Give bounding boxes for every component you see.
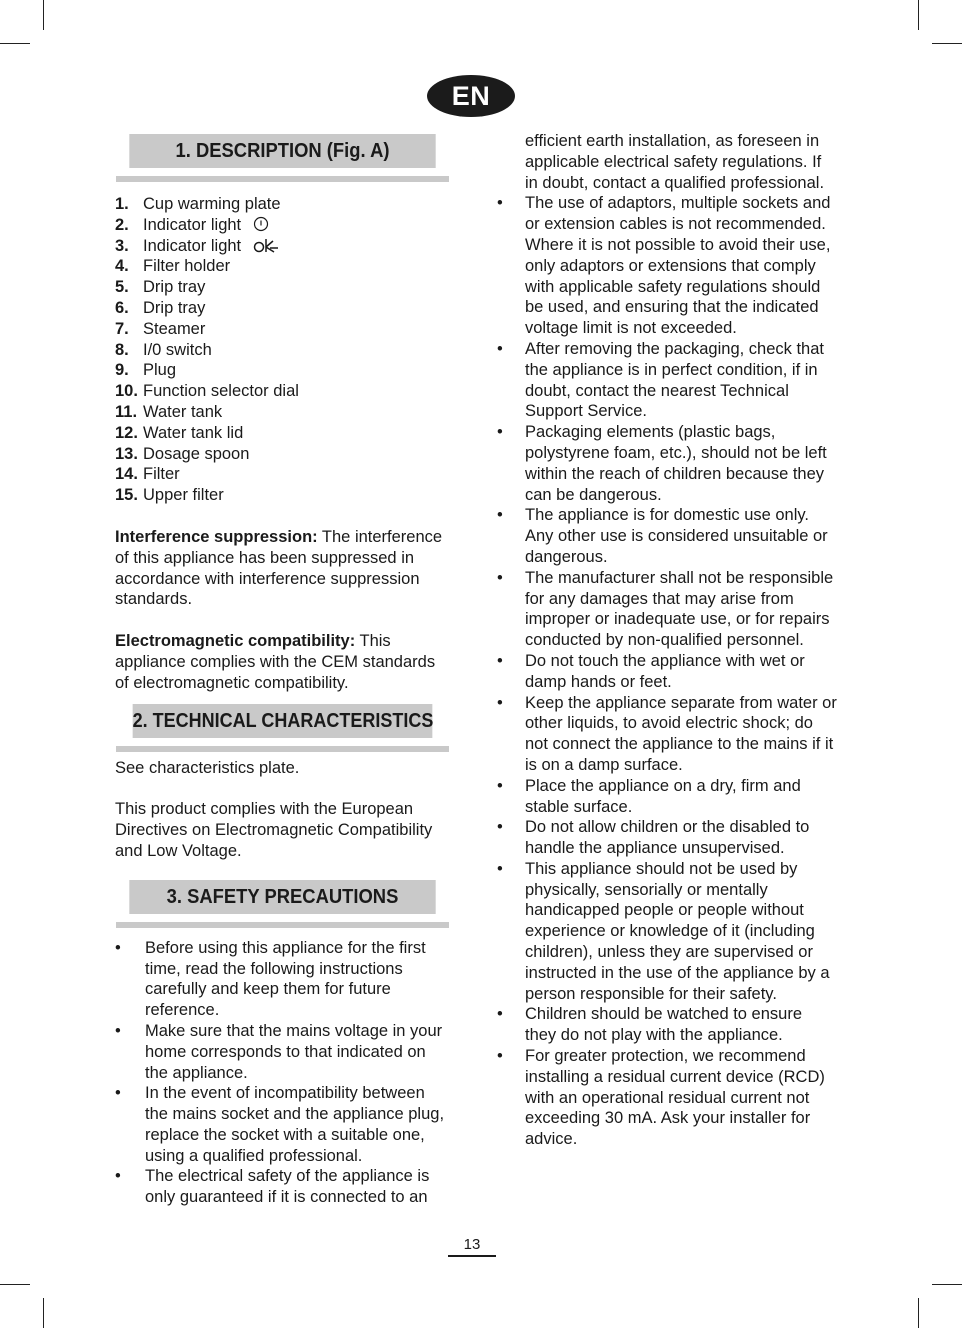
characteristics-paragraph: See characteristics plate. <box>115 758 300 777</box>
section-title: 2. TECHNICAL CHARACTERISTICS <box>133 704 433 738</box>
list-item: 12. Water tank lid <box>115 423 244 442</box>
list-item: • The use of adaptors, multiple sockets and or extension cables is not recommended. Where it is not possible to avoid their use, only adaptors or extensions that comply with applicable safety regulations should be used, and ensuring that the indicated voltage limit is not exceeded. <box>497 194 831 338</box>
crop-mark <box>918 0 919 30</box>
crop-mark <box>932 1284 962 1285</box>
steam-indicator-icon <box>253 237 279 259</box>
list-item: 5. Drip tray <box>115 278 206 297</box>
emc-paragraph: Electromagnetic compatibility: This appliance complies with the CEM standards of electromagnetic compatibility. <box>115 632 436 692</box>
crop-mark <box>0 43 30 44</box>
section-rule <box>116 746 449 752</box>
list-item: 15. Upper filter <box>115 486 224 505</box>
list-item: 8. I/0 switch <box>115 340 212 359</box>
list-item: • In the event of incompatibility between the mains socket and the appliance plug, replace the socket with a suitable one, using a qualified professional. <box>115 1084 445 1165</box>
list-item: • Before using this appliance for the first time, read the following instructions carefully and keep them for future reference. <box>115 938 426 1020</box>
crop-mark <box>43 0 44 30</box>
list-item: 3. Indicator light <box>115 236 451 257</box>
list-item: • Make sure that the mains voltage in your home corresponds to that indicated on the appliance. <box>115 1021 443 1082</box>
crop-mark <box>932 43 962 44</box>
parts-list <box>115 194 451 506</box>
list-item: • For greater protection, we recommend installing a residual current device (RCD) with an operational residual current not exceeding 30 mA. Ask your installer for advice. <box>497 1047 825 1149</box>
list-item: 11. Water tank <box>115 402 223 421</box>
list-item: • Children should be watched to ensure they do not play with the appliance. <box>497 1005 803 1045</box>
list-item: • Do not allow children or the disabled to handle the appliance unsupervised. <box>497 818 810 858</box>
list-item: • The manufacturer shall not be responsible for any damages that may arise from improper or inadequate use, or for repairs conducted by non-qualified personnel. <box>497 568 834 650</box>
list-item: 13. Dosage spoon <box>115 444 250 463</box>
section-heading-description <box>115 134 451 184</box>
section-heading-technical <box>115 704 451 754</box>
list-item: • This appliance should not be used by physically, sensorially or mentally handicapped people or people without experience or knowledge of it (including children), unless they are supervised or instructed in the use of the appliance by a person responsible for their safety. <box>497 859 830 1003</box>
section-title: 3. SAFETY PRECAUTIONS <box>129 880 435 914</box>
left-column <box>115 134 451 1208</box>
section-heading-safety <box>115 880 451 930</box>
list-item: • After removing the packaging, check that the appliance is in perfect condition, if in doubt, contact the nearest Technical Support Service. <box>497 339 824 421</box>
right-column <box>497 131 837 1150</box>
section-rule <box>116 922 449 928</box>
safety-list-right <box>497 193 837 1150</box>
list-item: • Packaging elements (plastic bags, polystyrene foam, etc.), should not be left within the reach of children because they can be dangerous. <box>497 423 827 504</box>
safety-list-left <box>115 938 451 1208</box>
list-item: 14. Filter <box>115 465 180 484</box>
power-indicator-icon <box>253 216 269 238</box>
list-item: 4. Filter holder <box>115 257 231 276</box>
page-number: 13 <box>448 1236 496 1257</box>
language-badge: EN <box>427 75 515 117</box>
list-item: 1. Cup warming plate <box>115 195 281 213</box>
crop-mark <box>43 1298 44 1328</box>
interference-paragraph: Interference suppression: The interference of this appliance has been suppressed in accordance with interference suppression standards. <box>115 527 443 609</box>
list-item: • The electrical safety of the appliance is only guaranteed if it is connected to an <box>115 1167 430 1207</box>
list-item: 10. Function selector dial <box>115 382 299 401</box>
list-item: 6. Drip tray <box>115 298 206 317</box>
list-item: • Do not touch the appliance with wet or damp hands or feet. <box>497 651 805 691</box>
crop-mark <box>0 1284 30 1285</box>
directives-paragraph: This product complies with the European Directives on Electromagnetic Compatibility and Low Voltage. <box>115 800 433 860</box>
list-item: • Place the appliance on a dry, firm and stable surface. <box>497 776 801 816</box>
section-title: 1. DESCRIPTION (Fig. A) <box>129 134 435 168</box>
list-item: 9. Plug <box>115 361 177 380</box>
crop-mark <box>918 1298 919 1328</box>
section-rule <box>116 176 449 182</box>
list-item: 7. Steamer <box>115 319 206 338</box>
list-item: • Keep the appliance separate from water or other liquids, to avoid electric shock; do not connect the appliance to the mains if it is on a damp surface. <box>497 693 837 774</box>
list-item: 2. Indicator light <box>115 215 451 236</box>
list-item: • The appliance is for domestic use only. Any other use is considered unsuitable or dangerous. <box>497 506 828 566</box>
continuation-paragraph: efficient earth installation, as foreseen in applicable electrical safety regulations. If in doubt, contact a qualified professional. <box>525 132 825 192</box>
